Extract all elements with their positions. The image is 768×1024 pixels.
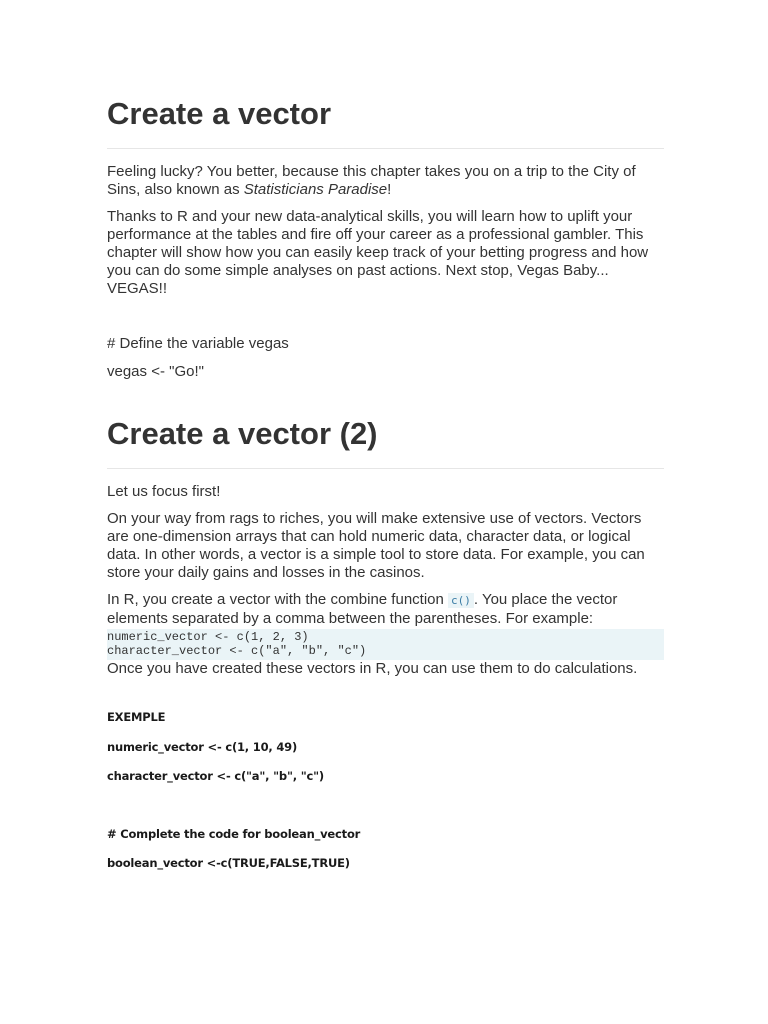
exemple-line: character_vector <- c("a", "b", "c") xyxy=(107,769,324,783)
exemple-comment: # Complete the code for boolean_vector xyxy=(107,827,361,841)
paragraph: On your way from rags to riches, you will make extensive use of vectors. Vectors are one-dimension arrays that can hold numeric data, character data, or logical data. In other words, a vector is a simple tool to store data. For example, you can store your daily gains and losses in the casinos. xyxy=(107,510,645,581)
section-create-a-vector xyxy=(107,96,664,381)
intro-paragraph xyxy=(107,163,664,199)
paragraph xyxy=(107,591,664,628)
paragraph-text: . You place the vector elements separated by a comma between the parentheses. For example: xyxy=(107,591,618,627)
paragraph: Once you have created these vectors in R, you can use them to do calculations. xyxy=(107,660,638,677)
paragraph: Thanks to R and your new data-analytical skills, you will learn how to uplift your performance at the tables and fire off your career as a professional gambler. This chapter will show how you can easily keep track of your betting progress and how you can do some simple analyses on past actions. Next stop, Vegas Baby... VEGAS!! xyxy=(107,208,649,297)
code-block-line: numeric_vector <- c(1, 2, 3) xyxy=(107,630,309,644)
inline-code: c() xyxy=(448,593,474,608)
section-title: Create a vector xyxy=(107,96,664,149)
paragraph: Let us focus first! xyxy=(107,483,221,500)
code-comment: # Define the variable vegas xyxy=(107,335,289,352)
section-title: Create a vector (2) xyxy=(107,416,664,469)
intro-text: Feeling lucky? You better, because this chapter takes you on a trip to the City of Sins, also known as xyxy=(107,163,636,198)
code-block-line: character_vector <- c("a", "b", "c") xyxy=(107,644,367,658)
exemple-line: numeric_vector <- c(1, 10, 49) xyxy=(107,740,298,754)
intro-emphasis: Statisticians Paradise xyxy=(243,181,388,198)
code-line: vegas <- "Go!" xyxy=(107,363,204,380)
code-block xyxy=(107,629,664,660)
intro-text-end: ! xyxy=(387,181,392,198)
exemple-line: boolean_vector <-c(TRUE,FALSE,TRUE) xyxy=(107,856,350,870)
exemple-section xyxy=(107,708,664,872)
paragraph-text: In R, you create a vector with the combine function xyxy=(107,591,449,608)
section-create-a-vector-2 xyxy=(107,416,664,678)
exemple-heading: EXEMPLE xyxy=(107,710,166,724)
